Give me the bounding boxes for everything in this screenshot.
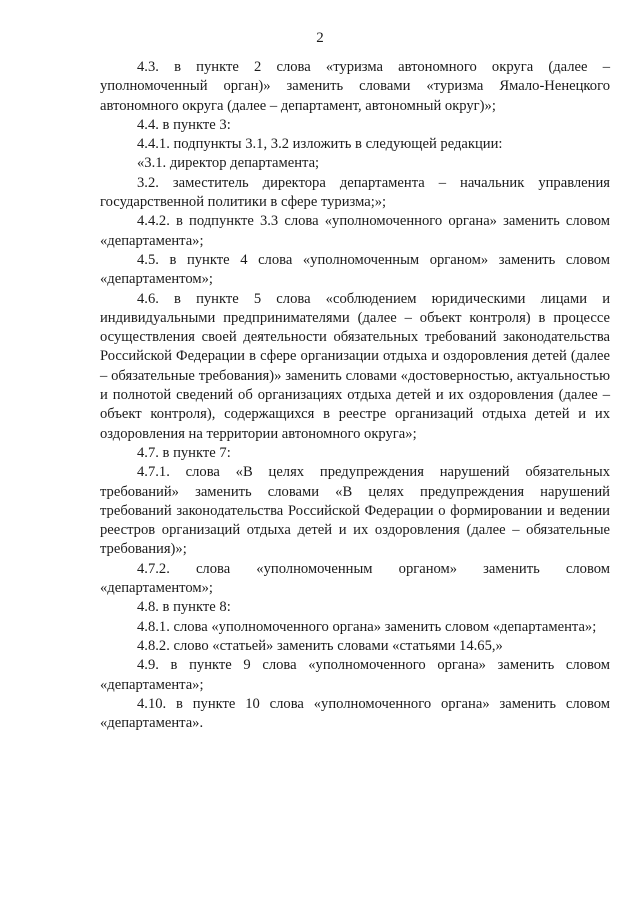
paragraph-4-8: 4.8. в пункте 8: — [137, 599, 231, 616]
paragraph-4-5: 4.5. в пункте 4 слова «уполномоченным органом» заменить словом «департаментом»; — [100, 251, 610, 288]
document-body — [100, 58, 610, 733]
paragraph-4-10: 4.10. в пункте 10 слова «уполномоченного органа» заменить словом «департамента». — [100, 695, 610, 732]
paragraph-4-4: 4.4. в пункте 3: — [137, 116, 231, 133]
paragraph-4-8-2: 4.8.2. слово «статьей» заменить словами «статьями 14.65,» — [137, 637, 503, 654]
paragraph-4-7: 4.7. в пункте 7: — [137, 444, 231, 461]
page-number: 2 — [316, 30, 324, 46]
paragraph-4-6: 4.6. в пункте 5 слова «соблюдением юридическими лицами и индивидуальными предпринимателями (далее – объект контроля) в процессе осуществления своей деятельности обязательных требований законодательства Российской Федерации в сфере организации отдыха и оздоровления детей (далее – обязательные требования)» заменить словами «достоверностью, актуальностью и полнотой сведений об организациях отдыха детей и их оздоровления (далее – объект контроля), содержащихся в реестре организаций отдыха детей и их оздоровления на территории автономного округа»; — [100, 290, 610, 442]
paragraph-4-4-2: 4.4.2. в подпункте 3.3 слова «уполномоченного органа» заменить словом «департамента»; — [100, 213, 610, 249]
paragraph-4-8-1: 4.8.1. слова «уполномоченного органа» заменить словом «департамента»; — [137, 618, 597, 635]
paragraph-4-7-1: 4.7.1. слова «В целях предупреждения нарушений обязательных требований» заменить словами «В целях предупреждения нарушений требований законодательства Российской Федерации о формировании и ведении реестров организаций отдыха детей и их оздоровления (далее – обязательные требования)»; — [100, 464, 610, 558]
paragraph-4-9: 4.9. в пункте 9 слова «уполномоченного органа» заменить словом «департамента»; — [100, 657, 610, 693]
paragraph-4-3: 4.3. в пункте 2 слова «туризма автономного округа (далее – уполномоченный орган)» заменить словами «туризма Ямало-Ненецкого автономного округа (далее – департамент, автономный округ)»; — [100, 59, 610, 114]
paragraph-4-4-1: 4.4.1. подпункты 3.1, 3.2 изложить в следующей редакции: — [137, 136, 503, 153]
paragraph-4-7-2: 4.7.2. слова «уполномоченным органом» заменить словом «департаментом»; — [100, 560, 610, 597]
paragraph-3-1: «3.1. директор департамента; — [137, 155, 320, 172]
paragraph-3-2: 3.2. заместитель директора департамента – начальник управления государственной политики в сфере туризма;»; — [100, 174, 610, 211]
